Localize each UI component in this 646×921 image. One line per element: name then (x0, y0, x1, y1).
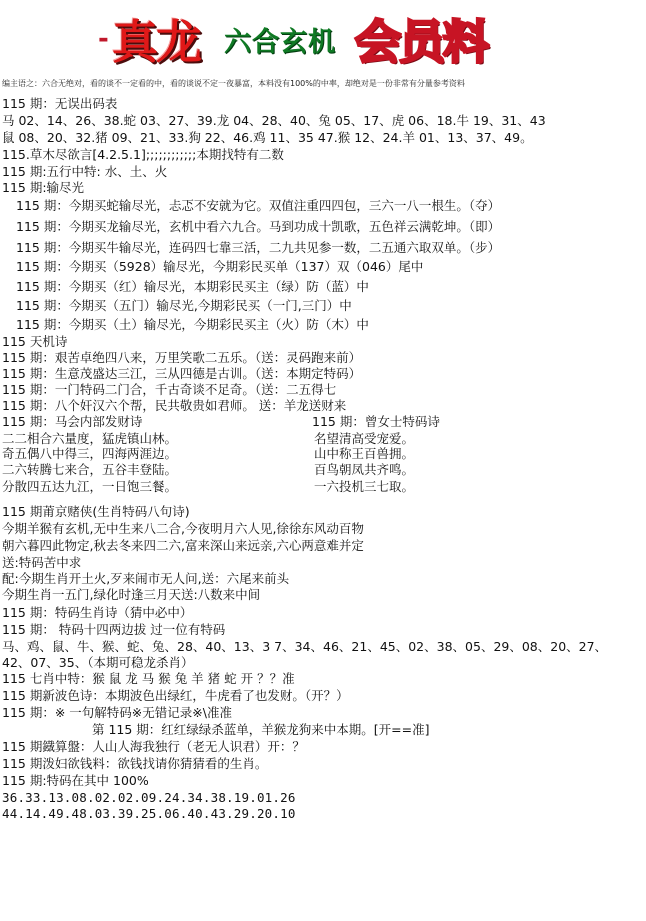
header-dash: - (98, 24, 109, 54)
number-row-1: 36.33.13.08.02.02.09.24.34.38.19.01.26 (2, 790, 296, 805)
line-36: 115 期：※ 一句解特码※无错记录※\准准 (2, 705, 232, 720)
line-4: 115.草木尽欲言[4.2.5.1];;;;;;;;;;;;本期找特有二数 (2, 147, 284, 162)
right-line-1: 115 期：曾女士特码诗 (312, 414, 440, 429)
right-line-3: 山中称王百兽拥。 (314, 446, 415, 461)
title-huiyuanliao: 会员料 (355, 15, 487, 69)
header-banner (0, 0, 646, 69)
line-24: 115 期莆京赌侠(生肖特码八句诗) (2, 504, 190, 519)
line-16: 115 期：生意茂盛达三江，三从四德是古训。（送：本期定特码） (2, 366, 362, 381)
line-3: 鼠 08、20、32.猪 09、21、33.狗 22、46.鸡 11、35 47.猴 12、24.羊 01、13、37、49。 (2, 130, 533, 145)
line-27: 送:特码苦中求 (2, 555, 82, 570)
right-line-4: 百鸟朝凤共齐鸣。 (314, 462, 415, 477)
line-28: 配:今期生肖开土火,歹来闹市无人问,送：六尾来前头 (2, 571, 290, 586)
line-32: 马、鸡、鼠、牛、猴、蛇、兔、28、40、13、3 7、34、46、21、45、02、38、05、29、08、20、27、 (2, 639, 608, 654)
title-zhenlong: 真龙 (112, 15, 200, 69)
line-6: 115 期:输尽光 (2, 180, 85, 195)
line-22: 二六转腾七来合，五谷丰登陆。 (2, 462, 178, 477)
right-line-2: 名望清高受宠爱。 (314, 431, 415, 446)
line-39: 115 期泼妇欲钱料：欲钱找请你猜猜看的生肖。 (2, 756, 268, 771)
line-20: 二二相合六量度，猛虎镇山林。 (2, 431, 178, 446)
line-19: 115 期：马会内部发财诗 (2, 414, 143, 429)
line-25: 今期羊猴有玄机,无中生来八二合,今夜明月六人见,徐徐东风动百物 (2, 521, 364, 536)
line-23: 分散四五达九江，一日饱三餐。 (2, 479, 178, 494)
line-17: 115 期：一门特码二门合，千古奇谈不足奇。（送：二五得七 (2, 382, 337, 397)
line-1: 115 期：无误出码表 (2, 96, 118, 111)
line-2: 马 02、14、26、38.蛇 03、27、39.龙 04、28、40、兔 05、17、虎 06、18.牛 19、31、43 (2, 113, 546, 128)
line-40: 115 期:特码在其中 100% (2, 773, 149, 788)
line-26: 朝六暮四此物定,秋去冬来四二六,富来深山来远亲,六心两意难并定 (2, 538, 364, 553)
line-37: 第 115 期：红红绿绿杀蓝单，羊猴龙狗来中本期。[开==准] (92, 722, 430, 737)
line-9: 115 期：今期买牛输尽光，连码四七靠三活，二九共见参一数，二五通六取双单。（步） (16, 240, 501, 255)
line-5: 115 期:五行中特: 水、土、火 (2, 164, 168, 179)
line-11: 115 期：今期买（红）输尽光，本期彩民买主（绿）防（蓝）中 (16, 279, 369, 294)
disclaimer-text: 编主语之：六合无绝对，看的谈不一定看的中，看的谈说不定一夜暴富，本料没有100%的中率，却绝对是一份非常有分量参考资料 (2, 79, 465, 88)
line-29: 今期生肖一五门,绿化时逢三月天送:八数来中间 (2, 587, 261, 602)
line-21: 奇五偶八中得三，四海两涯边。 (2, 446, 178, 461)
line-7: 115 期：今期买蛇输尽光，忐忑不安就为它。双值注重四四包，三六一八一根生。（夺） (16, 198, 501, 213)
number-row-2: 44.14.49.48.03.39.25.06.40.43.29.20.10 (2, 806, 296, 821)
title-liuhe-xuanji: 六合玄机 (224, 27, 336, 58)
line-34: 115 七肖中特：猴 鼠 龙 马 猴 兔 羊 猪 蛇 开 ？？准 (2, 671, 295, 686)
line-31: 115 期： 特码十四两边拔 过一位有特码 (2, 622, 226, 637)
line-38: 115 期鐡算盤：人山人海我独行（老无人识君）开：？ (2, 739, 305, 754)
line-15: 115 期：艰苦卓绝四八来，万里笑歌二五乐。（送：灵码跑来前） (2, 350, 362, 365)
line-13: 115 期：今期买（土）输尽光，今期彩民买主（火）防（木）中 (16, 317, 369, 332)
right-line-5: 一六投机三七取。 (314, 479, 415, 494)
line-30: 115 期：特码生肖诗（猜中必中） (2, 605, 193, 620)
line-33: 42、07、35、（本期可稳龙杀肖） (2, 655, 194, 670)
line-12: 115 期：今期买（五门）输尽光,今期彩民买（一门,三门）中 (16, 298, 352, 313)
line-35: 115 期新波色诗：本期波色出绿红，牛虎看了也发财。（开？） (2, 688, 349, 703)
line-14: 115 天机诗 (2, 334, 68, 349)
line-10: 115 期：今期买（5928）输尽光，今期彩民买单（137）双（046）尾中 (16, 259, 424, 274)
line-18: 115 期：八个奸汉六个帮，民共敬贵如君师。 送：羊龙送财来 (2, 398, 347, 413)
line-8: 115 期：今期买龙输尽光，玄机中看六九合。马到功成十凯歌，五色祥云满乾坤。（即） (16, 219, 501, 234)
